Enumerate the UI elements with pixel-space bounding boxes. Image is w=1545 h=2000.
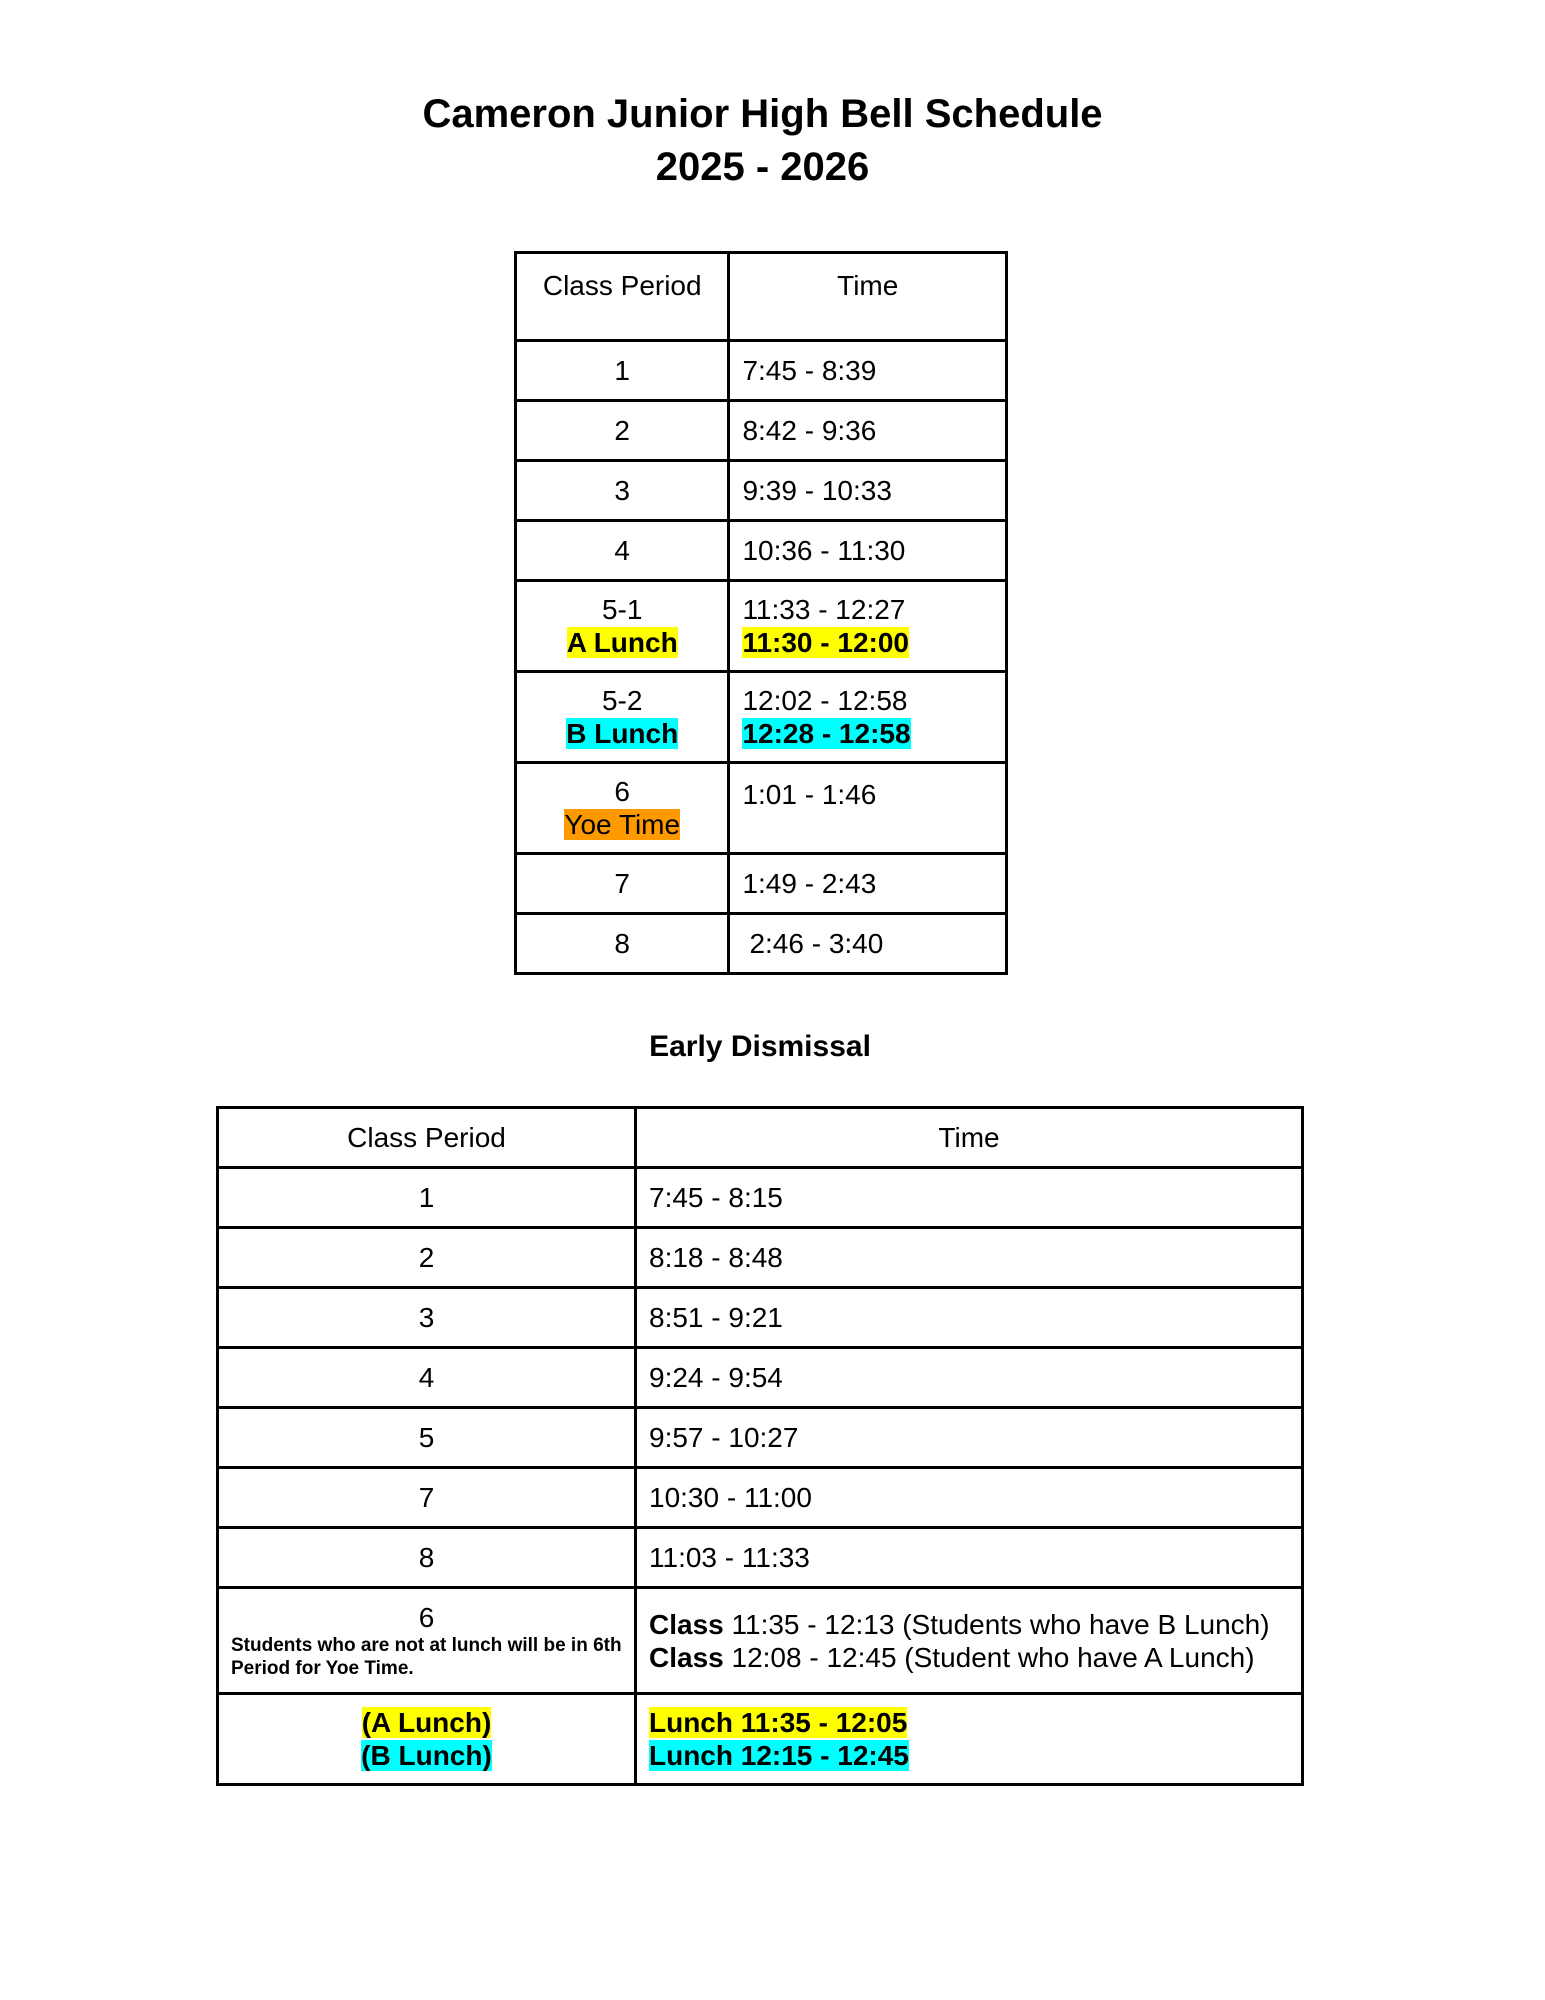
period-cell <box>218 1694 636 1785</box>
period-cell: 8 <box>218 1528 636 1588</box>
period-cell: 2 <box>218 1228 636 1288</box>
yoe-time-note: Students who are not at lunch will be in 6th Period for Yoe Time. <box>231 1635 622 1679</box>
a-lunch-label: (A Lunch) <box>361 1707 492 1738</box>
class-word: Class <box>649 1641 724 1673</box>
time-cell: 11:03 - 11:33 <box>636 1528 1303 1588</box>
school-year: 2025 - 2026 <box>655 145 870 189</box>
time-cell: 7:45 - 8:15 <box>636 1168 1303 1228</box>
time-cell: 8:18 - 8:48 <box>636 1228 1303 1288</box>
header-time: Time <box>636 1108 1303 1168</box>
time-cell <box>636 1588 1303 1694</box>
time-cell: 9:24 - 9:54 <box>636 1348 1303 1408</box>
time-cell: 10:30 - 11:00 <box>636 1468 1303 1528</box>
time-cell: 8:51 - 9:21 <box>636 1288 1303 1348</box>
table-row <box>218 1408 1303 1468</box>
a-lunch-time: Lunch 11:35 - 12:05 <box>649 1707 908 1738</box>
time-cell: 10:36 - 11:30 <box>729 521 1007 581</box>
regular-schedule-table <box>514 251 1008 975</box>
period-cell <box>516 581 729 672</box>
table-row <box>218 1228 1303 1288</box>
period-cell: 2 <box>516 401 729 461</box>
early-dismissal-heading: Early Dismissal <box>649 1030 871 1063</box>
table-row <box>516 401 1007 461</box>
table-row <box>516 854 1007 914</box>
period-cell: 5 <box>218 1408 636 1468</box>
time-cell: 9:57 - 10:27 <box>636 1408 1303 1468</box>
time-cell: 7:45 - 8:39 <box>729 341 1007 401</box>
table-header-row <box>218 1108 1303 1168</box>
b-lunch-time: 12:28 - 12:58 <box>742 718 911 749</box>
period-number: 5-2 <box>601 685 643 716</box>
table-row-yoe-time <box>516 763 1007 854</box>
table-row-a-lunch <box>516 581 1007 672</box>
early-dismissal-table <box>216 1106 1304 1786</box>
a-lunch-label: A Lunch <box>566 627 678 658</box>
period-cell: 4 <box>218 1348 636 1408</box>
b-lunch-label: (B Lunch) <box>361 1740 492 1771</box>
time-cell: 1:01 - 1:46 <box>729 763 1007 854</box>
time-cell: 1:49 - 2:43 <box>729 854 1007 914</box>
table-row-period-6 <box>218 1588 1303 1694</box>
table-row-b-lunch <box>516 672 1007 763</box>
table-row <box>516 461 1007 521</box>
period-cell: 7 <box>516 854 729 914</box>
period-cell <box>516 763 729 854</box>
time-cell <box>729 581 1007 672</box>
table-row <box>516 521 1007 581</box>
period-cell <box>218 1588 636 1694</box>
class-time: 12:02 - 12:58 <box>742 685 908 716</box>
class-a-lunch-time <box>649 1641 1301 1674</box>
time-cell: 2:46 - 3:40 <box>729 914 1007 974</box>
class-a-value: 12:08 - 12:45 (Student who have A Lunch) <box>731 1641 1255 1673</box>
time-cell: 9:39 - 10:33 <box>729 461 1007 521</box>
period-number: 6 <box>614 776 630 807</box>
table-row <box>218 1468 1303 1528</box>
table-row <box>516 914 1007 974</box>
class-word: Class <box>649 1608 724 1640</box>
table-row <box>218 1288 1303 1348</box>
time-cell <box>729 672 1007 763</box>
class-b-value: 11:35 - 12:13 (Students who have B Lunch) <box>731 1608 1270 1640</box>
table-header-row <box>516 253 1007 341</box>
period-cell <box>516 672 729 763</box>
period-cell: 4 <box>516 521 729 581</box>
a-lunch-time: 11:30 - 12:00 <box>742 627 910 658</box>
header-class-period: Class Period <box>516 253 729 341</box>
period-cell: 1 <box>516 341 729 401</box>
b-lunch-label: B Lunch <box>566 718 679 749</box>
b-lunch-time: Lunch 12:15 - 12:45 <box>649 1740 909 1771</box>
table-row <box>516 341 1007 401</box>
header-class-period: Class Period <box>218 1108 636 1168</box>
class-b-lunch-time <box>649 1608 1301 1641</box>
period-number: 6 <box>418 1602 435 1633</box>
class-time: 11:33 - 12:27 <box>742 594 906 625</box>
time-cell <box>636 1694 1303 1785</box>
time-cell: 8:42 - 9:36 <box>729 401 1007 461</box>
table-row <box>218 1168 1303 1228</box>
period-number: 5-1 <box>601 594 643 625</box>
table-row <box>218 1348 1303 1408</box>
period-cell: 3 <box>516 461 729 521</box>
period-cell: 1 <box>218 1168 636 1228</box>
yoe-time-label: Yoe Time <box>564 809 681 840</box>
period-cell: 3 <box>218 1288 636 1348</box>
period-cell: 7 <box>218 1468 636 1528</box>
table-row-lunch <box>218 1694 1303 1785</box>
period-cell: 8 <box>516 914 729 974</box>
table-row <box>218 1528 1303 1588</box>
page-title: Cameron Junior High Bell Schedule <box>422 92 1103 136</box>
header-time: Time <box>729 253 1007 341</box>
